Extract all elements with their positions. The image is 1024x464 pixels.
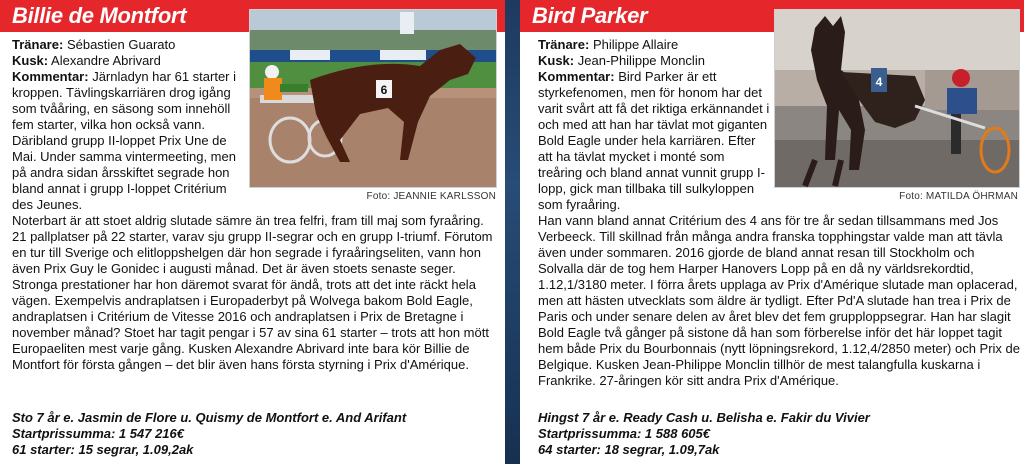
race-record: 64 starter: 18 segrar, 1.09,7ak <box>538 442 720 457</box>
horse-card-billie-de-montfort <box>0 0 505 464</box>
pedigree: Hingst 7 år e. Ready Cash u. Belisha e. Fakir du Vivier <box>538 410 870 425</box>
photo-credit: Foto: JEANNIE KARLSSON <box>366 191 496 202</box>
horse-facts <box>12 410 497 458</box>
horse-name-title: Bird Parker <box>532 3 648 28</box>
driver-line <box>12 53 245 69</box>
trainer-line <box>12 37 245 53</box>
comment-text-bottom: Noterbart är att stoet aldrig slutade sämre än trea felfri, fram till maj som fyraåring. 21 pallplatser på 22 starter, varav sju grupp II-segrar och en grupp I-triumf. Förutom en tur till Sverige och elitloppshelgen där hon segrade i fyraåringseliten, vann hon även Prix Guy le Gonidec i augusti månad. Det är även stoets senaste seger. Stronga prestationer har hon däremot svarat för ändå, trots att det inte räckt hela vägen. Exempelvis andraplatsen i Europaderbyt på Wolvega bakom Bold Eagle, andraplatsen i Critérium de Vitesse 2016 och andraplatsen i Prix de Bretagne i november månad? Stoet har tagit pengar i 57 av sina 61 starter – trots att hon mött Europaeliten mest varje gång. Kusken Alexandre Abrivard inte bara kör Billie de Montfort för första gången – det blir även hans första styrning i Prix d'Amérique. <box>12 213 493 372</box>
trainer-name: Sébastien Guarato <box>66 37 176 52</box>
race-record: 61 starter: 15 segrar, 1.09,2ak <box>12 442 194 457</box>
driver-label: Kusk: <box>12 53 49 68</box>
earnings: Startprissumma: 1 547 216€ <box>12 426 184 441</box>
comment-text-top: Järnladyn har 61 starter i kroppen. Tävlingskarriären drog igång som tvååring, en säsong som innehöll fem starter, vilka hon också vann. Däribland grupp II-loppet Prix Une de Mai. Under samma vintermeeting, men på andra sidan årsskiftet segrade hon bland annat i grupp I-loppet Critérium des Jeunes. <box>12 69 236 212</box>
horse-facts <box>538 410 1020 458</box>
driver-name: Alexandre Abrivard <box>51 53 161 68</box>
trainer-line <box>538 37 771 53</box>
comment-top <box>12 69 245 213</box>
trainer-label: Tränare: <box>12 37 64 52</box>
horse-photo <box>774 9 1020 188</box>
driver-name: Jean-Philippe Monclin <box>577 53 705 68</box>
text-column-top <box>538 37 771 213</box>
text-column-top <box>12 37 245 213</box>
horse-name-title: Billie de Montfort <box>12 3 187 28</box>
comment-text-top: Bird Parker är ett styrkefenomen, men för honom har det varit svårt att få det riktiga erkännandet i och med att han har tävlat mot giganten Bold Eagle under hela karriären. Efter att ha tävlat mycket i monté som treåring och bland annat vunnit grupp I-lopp, gick man tillbaka till sulkyloppen som fyraåring. <box>538 69 770 212</box>
comment-top <box>538 69 771 213</box>
comment-label: Kommentar: <box>12 69 89 84</box>
trainer-name: Philippe Allaire <box>592 37 679 52</box>
comment-text-bottom: Han vann bland annat Critérium des 4 ans för tre år sedan tillsammans med Jos Verbeeck. Till skillnad från många andra franska topphingstar valde man att tävla även under sommaren. 2016 gjorde de bland annat resan till Stockholm och Solvalla där de tog hem Harper Hanovers Lopp på en då ny världsrekordtid, 1.12,1/3180 meter. I förra årets upplaga av Prix d'Amérique slutade man oplacerad, men att hästen utvecklats som äldre är tydligt. Efter Pd'A slutade han trea i Prix de Paris och under senare delen av året blev det fem grupploppsegrar. Han har slagit Bold Eagle två gånger på sistone då han som förberelse inför det här loppet tagit hem både Prix du Bourbonnais (nytt löpningsrekord, 1.12,4/2850 meter) och Prix de Belgique. Kusken Jean-Philippe Monclin tillhör de mest talangfulla kuskarna i Frankrike. 27-åringen kör sitt andra Prix d'Amérique. <box>538 213 1020 388</box>
saddle-cloth-number: 6 <box>380 83 388 97</box>
comment-label: Kommentar: <box>538 69 615 84</box>
photo-credit: Foto: MATILDA ÖHRMAN <box>899 191 1018 202</box>
page-divider <box>505 0 520 464</box>
saddle-cloth-number: 4 <box>875 75 883 89</box>
horse-photo <box>249 9 497 188</box>
trainer-label: Tränare: <box>538 37 590 52</box>
pedigree: Sto 7 år e. Jasmin de Flore u. Quismy de Montfort e. And Arifant <box>12 410 407 425</box>
horse-card-bird-parker <box>520 0 1024 464</box>
driver-label: Kusk: <box>538 53 575 68</box>
driver-line <box>538 53 771 69</box>
earnings: Startprissumma: 1 588 605€ <box>538 426 710 441</box>
